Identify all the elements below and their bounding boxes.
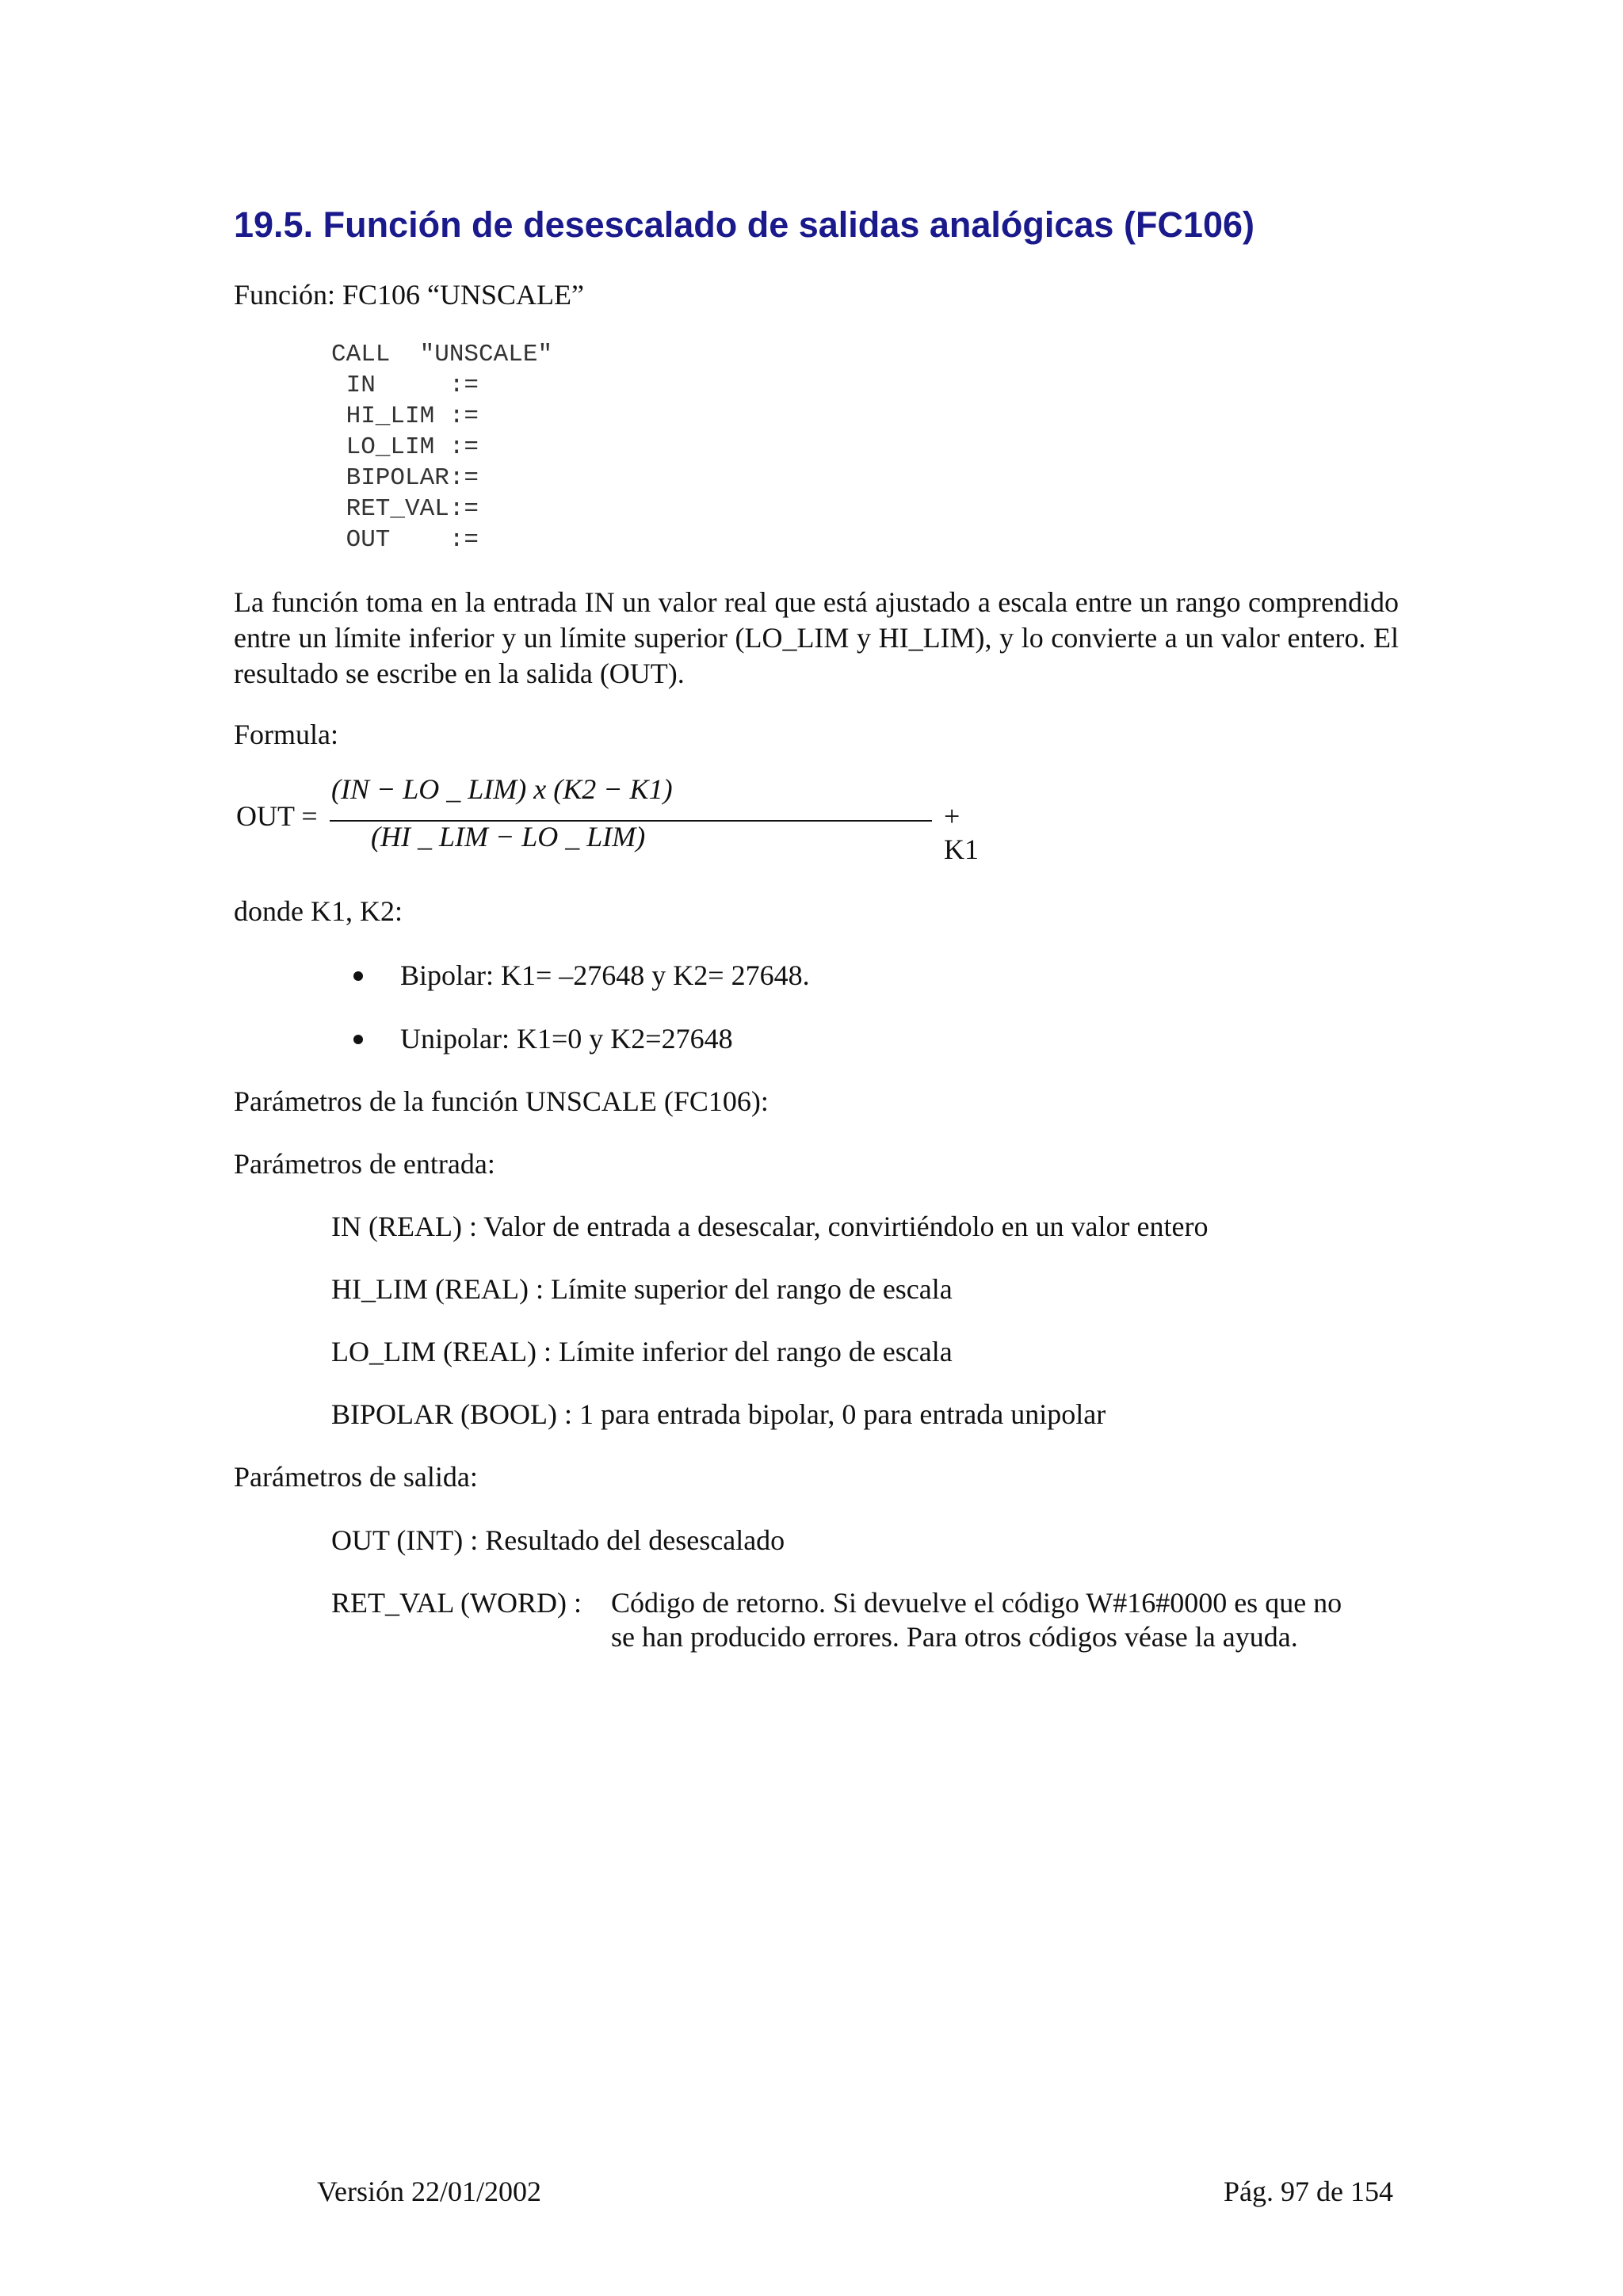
constants-label: donde K1, K2:	[234, 895, 403, 927]
input-param-lo-lim: LO_LIM (REAL) : Límite inferior del rango de escala	[331, 1336, 953, 1367]
code-line: IN :=	[331, 372, 479, 399]
output-param-ret-val-label: RET_VAL (WORD) :	[331, 1587, 582, 1619]
description-paragraph: La función toma en la entrada IN un valor real que está ajustado a escala entre un rango comprendido entre un límite inferior y un límite superior (LO_LIM y HI_LIM), y lo convierte a un valor entero. El resultado se escribe en la salida (OUT).	[234, 586, 1399, 689]
footer-version: Versión 22/01/2002	[317, 2176, 541, 2207]
bullet-dot	[353, 1035, 363, 1044]
code-line: RET_VAL:=	[331, 495, 479, 523]
formula	[236, 772, 979, 868]
formula-tail: + K1	[944, 800, 979, 865]
function-line: Función: FC106 “UNSCALE”	[234, 279, 585, 311]
formula-lhs: OUT =	[236, 800, 318, 832]
output-param-ret-val-line2: se han producido errores. Para otros códigos véase la ayuda.	[611, 1621, 1298, 1653]
formula-denominator: (HI _ LIM − LO _ LIM)	[371, 821, 646, 852]
params-title: Parámetros de la función UNSCALE (FC106):	[234, 1085, 769, 1117]
section-heading: 19.5. Función de desescalado de salidas analógicas (FC106)	[234, 204, 1254, 245]
input-param-in: IN (REAL) : Valor de entrada a desescalar, convirtiéndolo en un valor entero	[331, 1211, 1209, 1242]
input-params-title: Parámetros de entrada:	[234, 1148, 495, 1180]
code-line: OUT :=	[331, 526, 479, 554]
bullet-item-unipolar: Unipolar: K1=0 y K2=27648	[400, 1023, 733, 1055]
code-line: CALL "UNSCALE"	[331, 341, 553, 368]
code-line: HI_LIM :=	[331, 402, 479, 430]
code-line: LO_LIM :=	[331, 433, 479, 461]
input-param-hi-lim: HI_LIM (REAL) : Límite superior del rango de escala	[331, 1273, 953, 1305]
bullet-dot	[353, 971, 363, 981]
formula-label: Formula:	[234, 719, 338, 750]
output-param-out: OUT (INT) : Resultado del desescalado	[331, 1524, 785, 1556]
formula-numerator: (IN − LO _ LIM) x (K2 − K1)	[331, 773, 673, 805]
code-line: BIPOLAR:=	[331, 464, 479, 492]
output-params-title: Parámetros de salida:	[234, 1461, 478, 1493]
footer-page-number: Pág. 97 de 154	[1224, 2176, 1393, 2207]
input-param-bipolar: BIPOLAR (BOOL) : 1 para entrada bipolar, 0 para entrada unipolar	[331, 1398, 1106, 1430]
output-param-ret-val-line1: Código de retorno. Si devuelve el código W#16#0000 es que no	[611, 1587, 1342, 1619]
bullet-item-bipolar: Bipolar: K1= –27648 y K2= 27648.	[400, 959, 810, 991]
